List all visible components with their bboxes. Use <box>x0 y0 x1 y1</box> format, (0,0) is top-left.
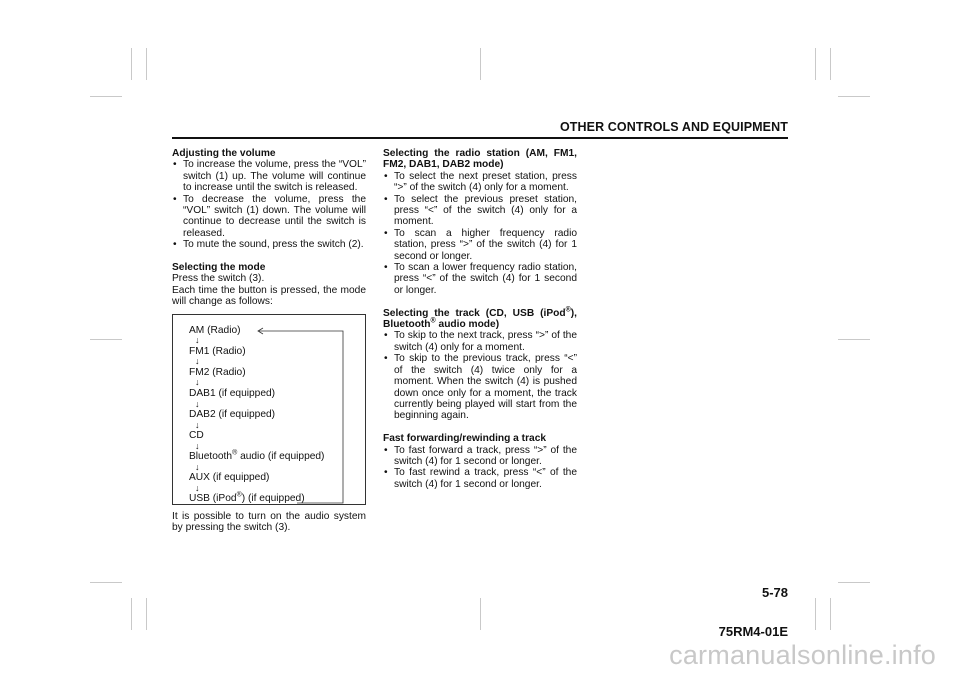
crop-mark <box>90 582 122 583</box>
crop-mark <box>90 96 122 97</box>
crop-mark <box>838 339 870 340</box>
mode-fm1: FM1 (Radio) <box>189 345 246 357</box>
header-rule <box>172 137 788 139</box>
turn-on-paragraph: It is possible to turn on the audio system by pressing the switch (3). <box>172 510 366 534</box>
crop-mark <box>830 48 831 80</box>
radio-list <box>383 171 577 296</box>
mode-sequence-box <box>172 314 366 505</box>
crop-mark <box>131 598 132 630</box>
mode-dab2: DAB2 (if equipped) <box>189 409 276 421</box>
crop-mark <box>815 598 816 630</box>
down-arrow-icon: ↓ <box>195 419 200 430</box>
list-item: • To skip to the next track, press “>” of the switch (4) only for a moment. <box>383 330 577 353</box>
mode-sequence <box>189 325 324 505</box>
mode-heading: Selecting the mode <box>172 262 266 274</box>
list-item: • To fast rewind a track, press “<” of the switch (4) for 1 second or longer. <box>383 467 577 490</box>
crop-mark <box>815 48 816 80</box>
down-arrow-icon: ↓ <box>195 356 200 367</box>
left-column <box>172 148 366 533</box>
right-column <box>383 148 577 490</box>
mode-dab1: DAB1 (if equipped) <box>189 387 276 399</box>
mode-aux: AUX (if equipped) <box>189 472 270 484</box>
crop-mark <box>131 48 132 80</box>
watermark: carmanualsonline.info <box>669 640 936 670</box>
registered-mark: ® <box>232 449 238 457</box>
list-item: • To select the previous preset station, press “<” of the switch (4) only for a moment. <box>383 194 577 228</box>
page-number: 5-78 <box>761 585 788 600</box>
list-item: • To decrease the volume, press the “VOL” switch (1) down. The volume will continue to decrease until the switch is released. <box>172 194 366 240</box>
track-heading: Selecting the track (CD, USB (iPod®), Bluetooth® audio mode) <box>383 306 577 331</box>
list-item: • To increase the volume, press the “VOL” switch (1) up. The volume will continue to increase until the switch is released. <box>172 159 366 193</box>
mode-usb: USB (iPod®) (if equipped) <box>189 492 305 505</box>
down-arrow-icon: ↓ <box>195 440 200 451</box>
mode-am: AM (Radio) <box>189 324 241 336</box>
registered-mark: ® <box>565 306 571 314</box>
list-item: • To mute the sound, press the switch (2). <box>172 239 366 250</box>
track-list <box>383 330 577 421</box>
volume-heading: Adjusting the volume <box>172 148 276 159</box>
crop-mark <box>830 598 831 630</box>
crop-mark <box>480 598 481 630</box>
mode-fm2: FM2 (Radio) <box>189 366 246 378</box>
list-item: • To scan a higher frequency radio station, press “>” of the switch (4) for 1 second or longer. <box>383 228 577 262</box>
crop-mark <box>838 96 870 97</box>
down-arrow-icon: ↓ <box>195 461 200 472</box>
list-item: • To select the next preset station, press “>” of the switch (4) only for a moment. <box>383 171 577 194</box>
radio-heading: Selecting the radio station (AM, FM1, FM2, DAB1, DAB2 mode) <box>383 148 577 171</box>
down-arrow-icon: ↓ <box>195 482 200 493</box>
crop-mark <box>146 48 147 80</box>
down-arrow-icon: ↓ <box>195 377 200 388</box>
registered-mark: ® <box>236 492 242 500</box>
registered-mark: ® <box>430 317 436 325</box>
list-item: • To fast forward a track, press “>” of the switch (4) for 1 second or longer. <box>383 445 577 468</box>
ff-list <box>383 445 577 491</box>
crop-mark <box>146 598 147 630</box>
document-code: 75RM4-01E <box>718 624 788 639</box>
crop-mark <box>838 582 870 583</box>
crop-mark <box>480 48 481 80</box>
section-title: OTHER CONTROLS AND EQUIPMENT <box>559 120 788 134</box>
ff-heading: Fast forwarding/rewinding a track <box>383 433 547 445</box>
mode-paragraph: Each time the button is pressed, the mode will change as follows: <box>172 284 366 308</box>
volume-list <box>172 159 366 250</box>
mode-bluetooth: Bluetooth® audio (if equipped) <box>189 449 325 463</box>
down-arrow-icon: ↓ <box>195 335 200 346</box>
down-arrow-icon: ↓ <box>195 398 200 409</box>
crop-mark <box>90 339 122 340</box>
mode-cd: CD <box>189 430 204 442</box>
mode-paragraph: Press the switch (3). <box>172 273 265 285</box>
list-item: • To skip to the previous track, press “<” of the switch (4) twice only for a moment. When the switch (4) is pushed down once only for a moment, the track currently being played will start from the beginning again. <box>383 353 577 421</box>
list-item: • To scan a lower frequency radio station, press “<” of the switch (4) for 1 second or longer. <box>383 262 577 296</box>
